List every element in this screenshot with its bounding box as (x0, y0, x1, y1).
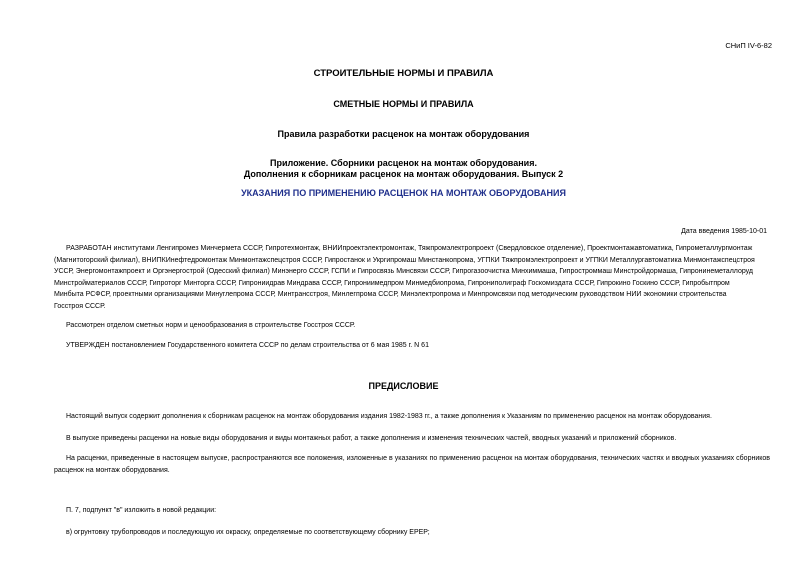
developed-line: Минбыта РСФСР, проектными организациями Минуглепрома СССР, Минтрансстроя, Минлегпрома СССР, Минэлектропрома и Минпромсвязи под методическим руководством НИИ экономики строительства (54, 291, 727, 298)
developed-line: Минстройматериалов СССР, Гипроторг Минторга СССР, Гипрониидрав Миндрава СССР, Гипрониимедпром Минмедбиопрома, Гипрониполиграф Госкомиздата СССР, Гипрокино Госкино СССР, Гипробытпром (54, 279, 730, 287)
reviewed-paragraph: Рассмотрен отделом сметных норм и ценообразования в строительстве Госстроя СССР. (66, 322, 356, 329)
document-code: СНиП IV-6-82 (725, 41, 772, 50)
developed-line: (Магнитогорский филиал), ВНИПКИнефтедромонтаж Минмонтажспецстроя СССР, Гипростанок и Укргипромаш Минстанкопрома, УГПКИ Тяжпромэлектропроект и УГПКИ Металлургавтоматика Минмонтажспецстроя (54, 256, 755, 264)
title-appendix-line1: Приложение. Сборники расценок на монтаж оборудования. (270, 158, 537, 168)
effective-date: Дата введения 1985-10-01 (681, 228, 767, 235)
section-title-link[interactable]: УКАЗАНИЯ ПО ПРИМЕНЕНИЮ РАСЦЕНОК НА МОНТАЖ ОБОРУДОВАНИЯ (241, 188, 566, 198)
title-estimate-norms: СМЕТНЫЕ НОРМЫ И ПРАВИЛА (333, 99, 474, 109)
developed-by-paragraph (54, 243, 770, 312)
preface-paragraph-1: Настоящий выпуск содержит дополнения к сборникам расценок на монтаж оборудования издания 1982-1983 гг., а также дополнения к Указаниям по применению расценок на монтаж оборудования. (66, 413, 712, 420)
preface-paragraph-2: В выпуске приведены расценки на новые виды оборудования и виды монтажных работ, а также дополнения и изменения технических частей, вводных указаний и приложений сборников. (66, 435, 677, 442)
title-rules: Правила разработки расценок на монтаж оборудования (277, 129, 530, 139)
approved-paragraph: УТВЕРЖДЕН постановлением Государственного комитета СССР по делам строительства от 6 мая 1985 г. N 61 (66, 342, 429, 349)
developed-line: Госстроя СССР. (54, 302, 106, 310)
item-7-text: в) огрунтовку трубопроводов и последующую их окраску, определяемые по соответствующему сборнику ЕРЕР; (66, 529, 430, 536)
preface-heading: ПРЕДИСЛОВИЕ (368, 381, 439, 391)
preface-paragraph-3: На расценки, приведенные в настоящем выпуске, распространяются все положения, изложенные в указаниях по применению расценок на монтаж оборудования, технических частях и вводных указаниях сборников расценок на монтаж оборудования. (54, 455, 770, 474)
item-7-heading: П. 7, подпункт "в" изложить в новой редакции: (66, 507, 217, 514)
developed-line: УССР, Энергомонтажпроект и Оргэнергострой (Одесский филиал) Минэнерго СССР, ГСПИ и Гипросвязь Минсвязи СССР, Гипрогазоочистка Минхиммаша, Гипростроммаш Минстройдормаша, Гипронинеметаллоруд (54, 268, 754, 275)
title-building-norms: СТРОИТЕЛЬНЫЕ НОРМЫ И ПРАВИЛА (313, 68, 494, 79)
developed-line: РАЗРАБОТАН институтами Ленгипромез Минчермета СССР, Гипротехмонтаж, ВНИИпроектэлектромонтаж, Тяжпромэлектропроект (Свердловское отделение), Проектмонтажавтоматика, Гипрометаллургмонтаж (66, 245, 753, 252)
title-appendix (0, 158, 807, 180)
title-appendix-line2: Дополнения к сборникам расценок на монтаж оборудования. Выпуск 2 (243, 169, 564, 179)
